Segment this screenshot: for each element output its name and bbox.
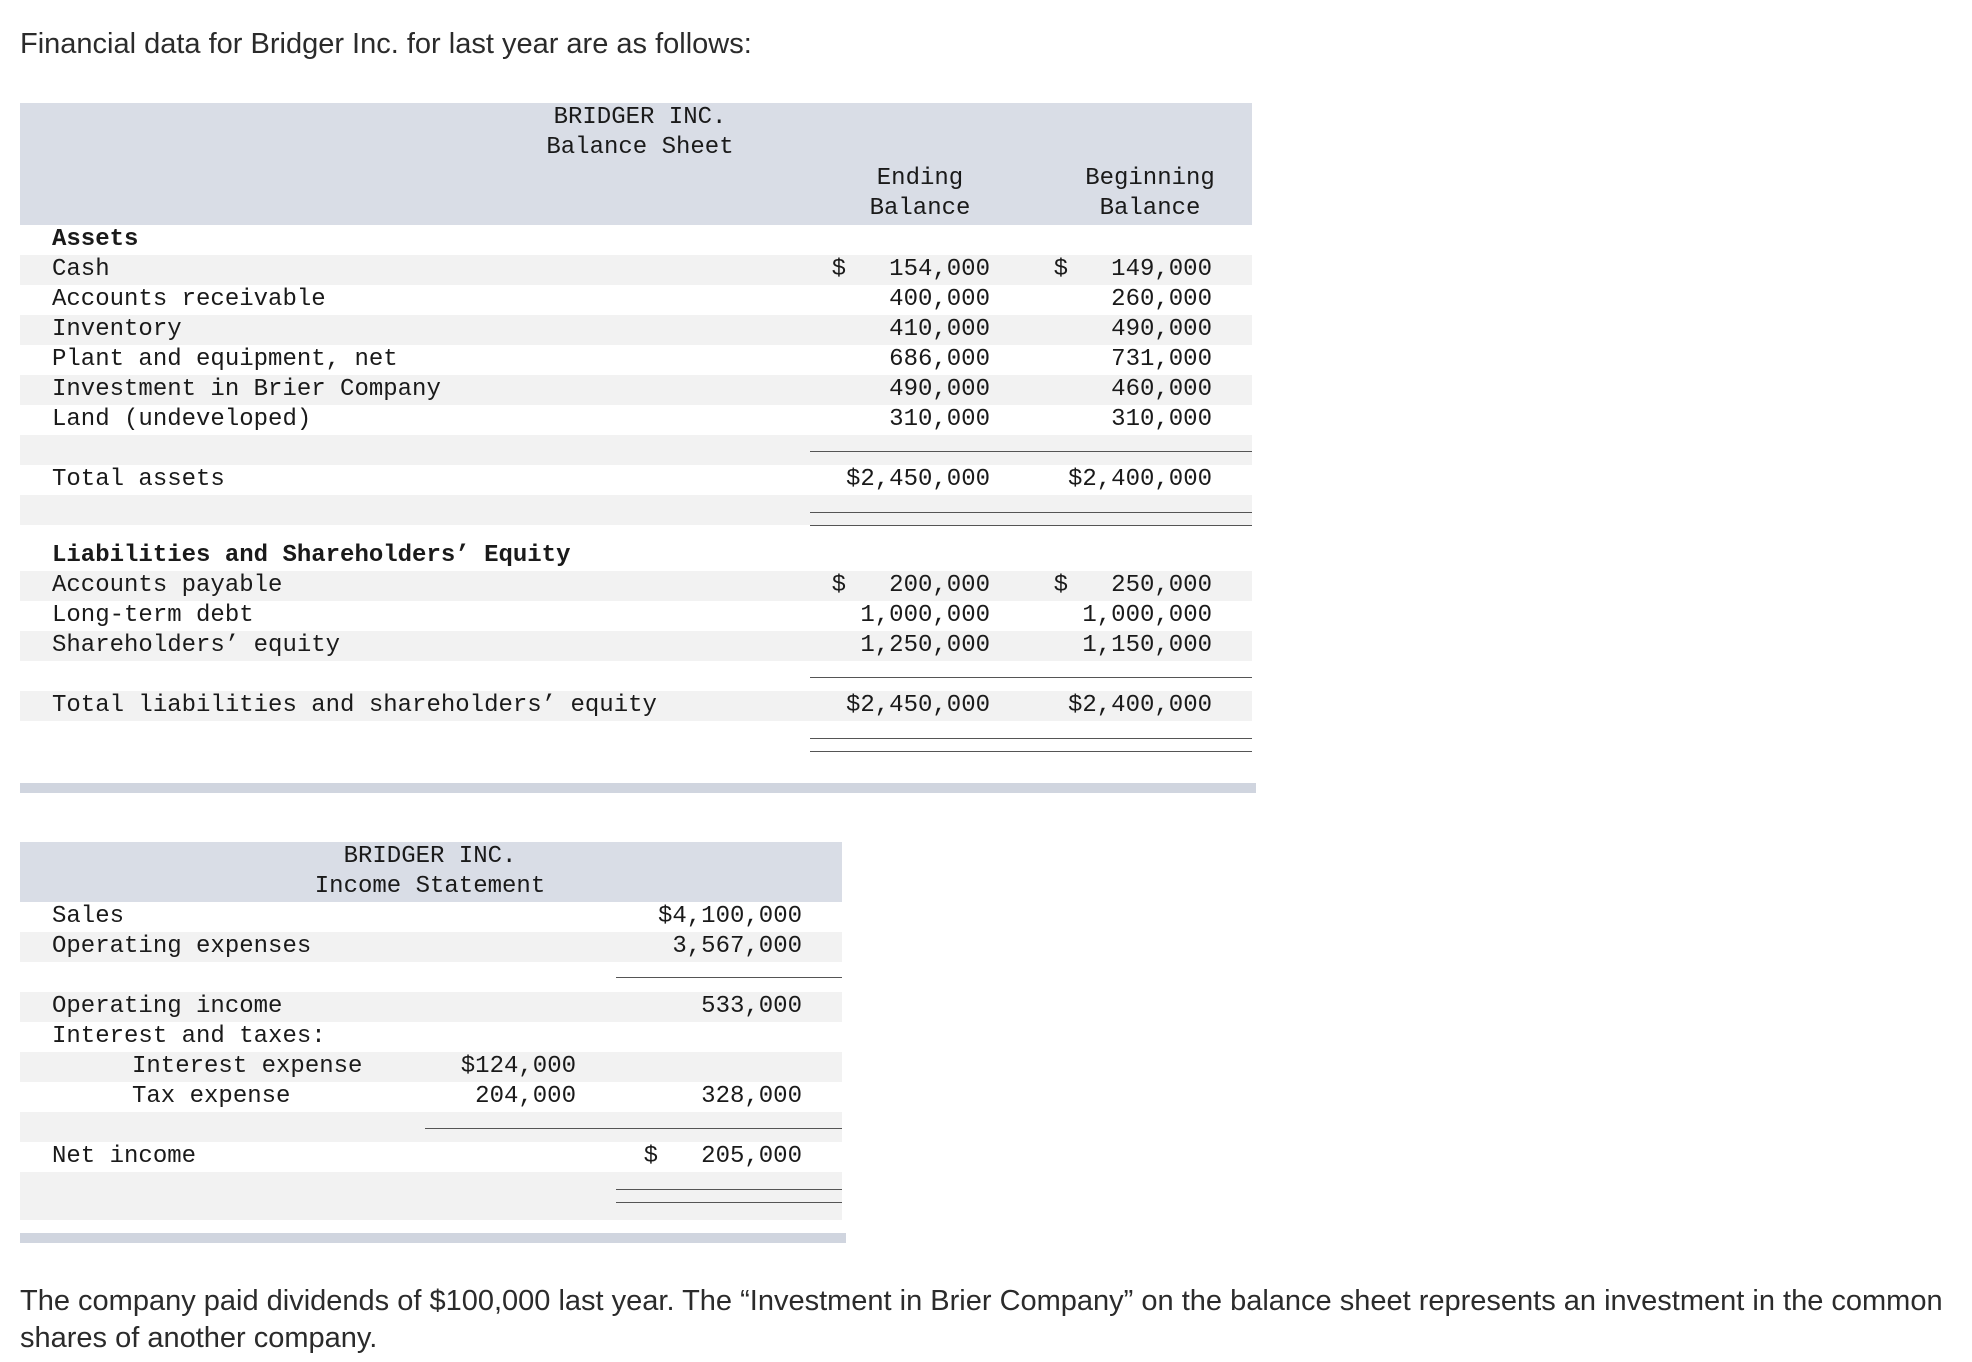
asset-label: Cash <box>52 256 110 283</box>
liability-ending: 1,250,000 <box>860 632 990 659</box>
stripe <box>20 495 1252 525</box>
net-income-rule <box>425 1128 842 1129</box>
total-assets-rule <box>810 451 1252 452</box>
total-liabilities-double-rule-top <box>810 738 1252 739</box>
asset-ending: 490,000 <box>889 376 990 403</box>
col-header-beginning-line2: Balance <box>1099 195 1201 222</box>
stripe <box>20 1112 842 1142</box>
assets-heading: Assets <box>52 226 139 253</box>
interest-and-taxes-total: 328,000 <box>701 1083 802 1110</box>
net-income-double-rule-bottom <box>616 1202 842 1203</box>
asset-label: Land (undeveloped) <box>52 406 312 433</box>
asset-beginning: $ 149,000 <box>1053 256 1212 283</box>
sales-label: Sales <box>52 903 125 930</box>
col-header-ending-line2: Balance <box>869 195 971 222</box>
operating-income-value: 533,000 <box>701 993 802 1020</box>
liability-label: Long-term debt <box>52 602 254 629</box>
net-income-label: Net income <box>52 1143 197 1170</box>
total-assets-ending: $2,450,000 <box>845 466 990 493</box>
operating-expenses-label: Operating expenses <box>52 933 312 960</box>
intro-text: Financial data for Bridger Inc. for last year are as follows: <box>20 28 752 60</box>
col-header-ending-line1: Ending <box>876 165 964 192</box>
interest-expense-label: Interest expense <box>132 1053 363 1080</box>
interest-and-taxes-label: Interest and taxes: <box>52 1023 326 1050</box>
net-income-value: $ 205,000 <box>643 1143 802 1170</box>
asset-beginning: 490,000 <box>1111 316 1212 343</box>
liability-ending: 1,000,000 <box>860 602 990 629</box>
stripe <box>20 435 1252 465</box>
asset-beginning: 460,000 <box>1111 376 1212 403</box>
balance-sheet-bottom-bar <box>20 783 1256 793</box>
asset-beginning: 731,000 <box>1111 346 1212 373</box>
asset-label: Plant and equipment, net <box>52 346 398 373</box>
operating-income-label: Operating income <box>52 993 283 1020</box>
liability-beginning: 1,150,000 <box>1082 632 1212 659</box>
total-assets-beginning: $2,400,000 <box>1067 466 1212 493</box>
total-liabilities-label: Total liabilities and shareholders’ equity <box>52 692 657 719</box>
liability-label: Accounts payable <box>52 572 283 599</box>
income-statement-title: Income Statement <box>314 873 546 900</box>
balance-sheet-company: BRIDGER INC. <box>553 104 727 131</box>
col-header-beginning-line1: Beginning <box>1085 165 1215 192</box>
stripe <box>20 1172 842 1220</box>
liability-ending: $ 200,000 <box>831 572 990 599</box>
net-income-double-rule-top <box>616 1189 842 1190</box>
asset-ending: $ 154,000 <box>831 256 990 283</box>
operating-income-rule <box>616 977 842 978</box>
asset-label: Accounts receivable <box>52 286 326 313</box>
tax-expense-value: 204,000 <box>475 1083 576 1110</box>
interest-expense-value: $124,000 <box>460 1053 576 1080</box>
liability-beginning: $ 250,000 <box>1053 572 1212 599</box>
liabilities-heading: Liabilities and Shareholders’ Equity <box>52 542 571 569</box>
asset-beginning: 310,000 <box>1111 406 1212 433</box>
asset-ending: 400,000 <box>889 286 990 313</box>
sales-value: $4,100,000 <box>657 903 802 930</box>
total-assets-label: Total assets <box>52 466 225 493</box>
operating-expenses-value: 3,567,000 <box>672 933 802 960</box>
outro-text: The company paid dividends of $100,000 last year. The “Investment in Brier Company” on the balance sheet represents an investment in the common shares of another company. <box>20 1285 1943 1354</box>
total-liabilities-beginning: $2,400,000 <box>1067 692 1212 719</box>
total-assets-double-rule-top <box>810 512 1252 513</box>
asset-label: Investment in Brier Company <box>52 376 441 403</box>
total-liabilities-ending: $2,450,000 <box>845 692 990 719</box>
asset-beginning: 260,000 <box>1111 286 1212 313</box>
asset-label: Inventory <box>52 316 182 343</box>
asset-ending: 410,000 <box>889 316 990 343</box>
income-statement-company: BRIDGER INC. <box>343 843 517 870</box>
income-statement-bottom-bar <box>20 1233 846 1243</box>
total-assets-double-rule-bottom <box>810 525 1252 526</box>
total-liabilities-double-rule-bottom <box>810 751 1252 752</box>
balance-sheet-title: Balance Sheet <box>546 134 734 161</box>
liability-label: Shareholders’ equity <box>52 632 341 659</box>
liability-beginning: 1,000,000 <box>1082 602 1212 629</box>
total-liabilities-rule <box>810 677 1252 678</box>
asset-ending: 310,000 <box>889 406 990 433</box>
asset-ending: 686,000 <box>889 346 990 373</box>
tax-expense-label: Tax expense <box>132 1083 291 1110</box>
